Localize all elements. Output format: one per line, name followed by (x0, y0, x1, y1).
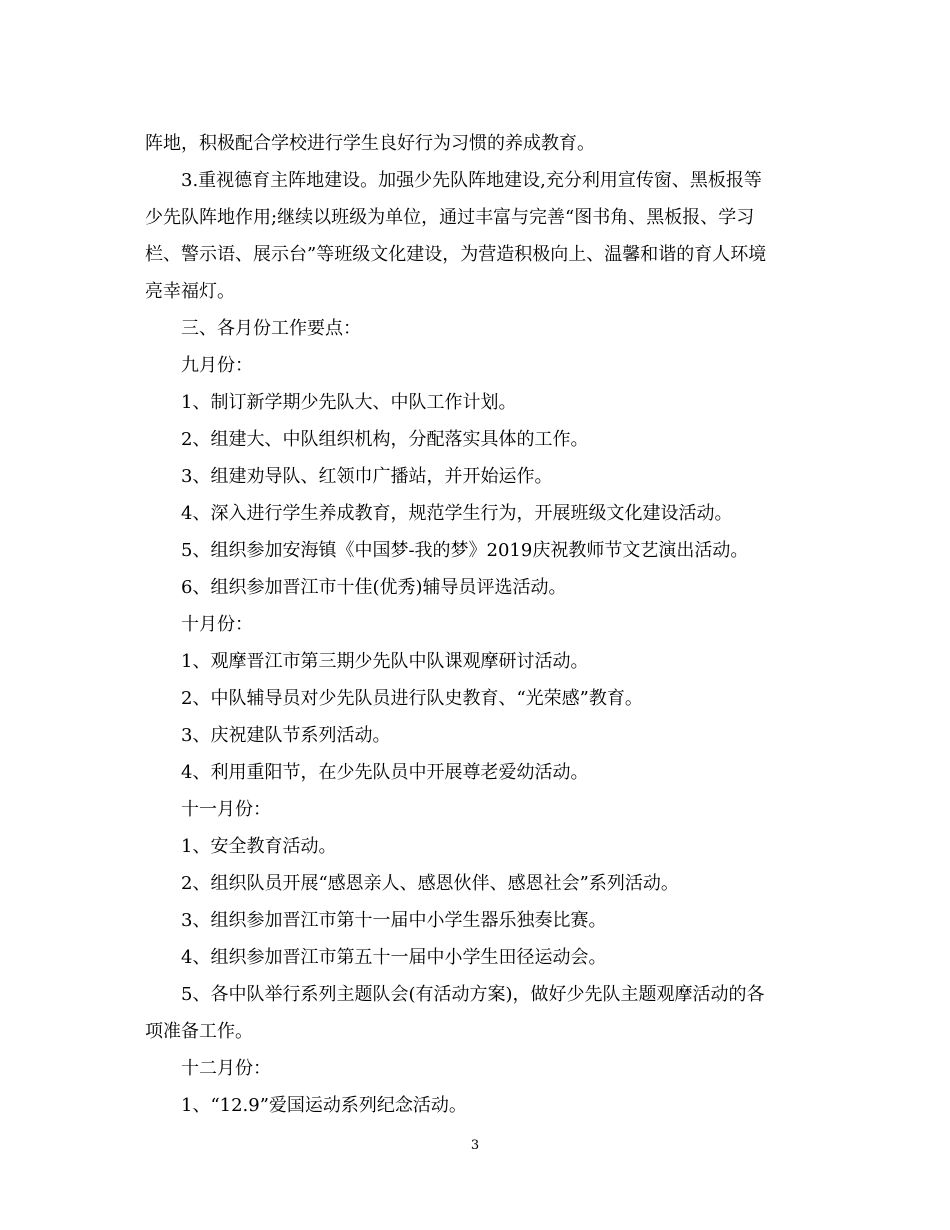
list-item: 5、各中队举行系列主题队会(有活动方案)，做好少先队主题观摩活动的各 (181, 984, 765, 1005)
paragraph-line: 少先队阵地作用;继续以班级为单位，通过丰富与完善“图书角、黑板报、学习 (145, 207, 755, 228)
list-item: 5、组织参加安海镇《中国梦-我的梦》2019庆祝教师节文艺演出活动。 (181, 540, 749, 561)
month-heading: 十一月份： (181, 799, 271, 820)
list-item: 1、观摩晋江市第三期少先队中队课观摩研讨活动。 (181, 651, 589, 672)
document-body (145, 125, 795, 1124)
list-item: 3、庆祝建队节系列活动。 (181, 725, 391, 746)
list-item: 4、深入进行学生养成教育，规范学生行为，开展班级文化建设活动。 (181, 503, 733, 524)
list-item: 6、组织参加晋江市十佳(优秀)辅导员评选活动。 (181, 577, 567, 598)
list-item: 1、安全教育活动。 (181, 836, 337, 857)
month-heading: 十月份： (181, 614, 253, 635)
list-item: 3、组建劝导队、红领巾广播站，并开始运作。 (181, 466, 553, 487)
paragraph-line: 栏、警示语、展示台”等班级文化建设，为营造积极向上、温馨和谐的育人环境 (145, 244, 767, 265)
month-heading: 十二月份： (181, 1058, 271, 1079)
month-heading: 九月份： (181, 355, 253, 376)
list-item-continuation: 项准备工作。 (145, 1021, 253, 1042)
paragraph-line: 3.重视德育主阵地建设。加强少先队阵地建设,充分利用宣传窗、黑板报等 (181, 170, 762, 191)
section-heading: 三、各月份工作要点： (181, 318, 361, 339)
paragraph-line: 阵地，积极配合学校进行学生良好行为习惯的养成教育。 (145, 133, 595, 154)
paragraph-line: 亮幸福灯。 (145, 281, 235, 302)
list-item: 2、组建大、中队组织机构，分配落实具体的工作。 (181, 429, 589, 450)
list-item: 3、组织参加晋江市第十一届中小学生器乐独奏比赛。 (181, 910, 607, 931)
list-item: 1、“12.9”爱国运动系列纪念活动。 (181, 1095, 467, 1116)
list-item: 4、利用重阳节，在少先队员中开展尊老爱幼活动。 (181, 762, 589, 783)
list-item: 1、制订新学期少先队大、中队工作计划。 (181, 392, 517, 413)
list-item: 4、组织参加晋江市第五十一届中小学生田径运动会。 (181, 947, 607, 968)
list-item: 2、中队辅导员对少先队员进行队史教育、“光荣感”教育。 (181, 688, 643, 709)
list-item: 2、组织队员开展“感恩亲人、感恩伙伴、感恩社会”系列活动。 (181, 873, 679, 894)
page-number: 3 (470, 1138, 480, 1153)
